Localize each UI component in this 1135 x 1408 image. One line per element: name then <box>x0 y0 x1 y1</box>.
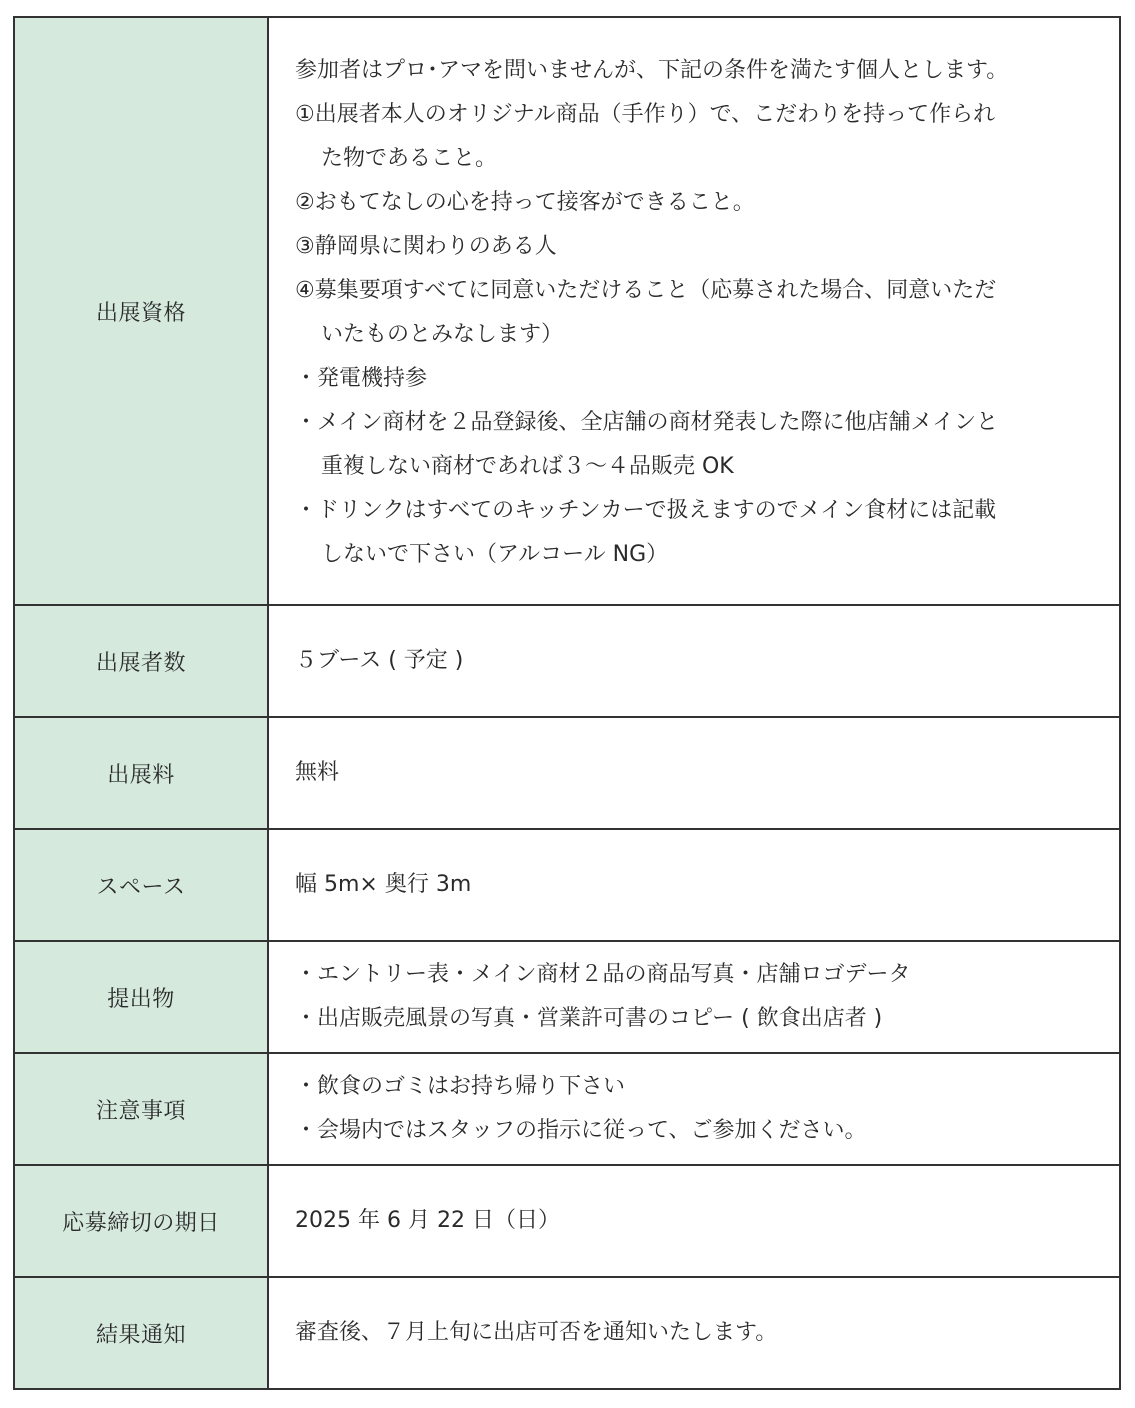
row-label-submissions: 提出物 <box>14 941 268 1053</box>
row-value-exhibitor-count <box>268 605 1120 717</box>
fee-text: 無料 <box>295 760 340 785</box>
result-notice-text: 審査後、７月上旬に出店可否を通知いたします。 <box>295 1320 778 1345</box>
space-text: 幅 5m× 奥行 3m <box>295 872 472 897</box>
exhibitor-count-text: ５ブース ( 予定 ) <box>295 648 464 673</box>
qualification-intro: 参加者はプロ･アマを問いませんが、下記の条件を満たす個人とします。 <box>295 58 1009 83</box>
table-row-space <box>14 829 1120 941</box>
table-row-fee <box>14 717 1120 829</box>
row-value-notes <box>268 1053 1120 1165</box>
qualification-item-4: ④募集要項すべてに同意いただけること（応募された場合、同意いただ <box>295 278 997 303</box>
exhibition-info-table <box>13 16 1121 1390</box>
row-label-notes: 注意事項 <box>14 1053 268 1165</box>
qualification-bullet-menu-cont: 重複しない商材であれば３〜４品販売 OK <box>321 454 734 479</box>
qualification-item-1: ①出展者本人のオリジナル商品（手作り）で、こだわりを持って作られ <box>295 102 996 127</box>
notes-line-1: ・飲食のゴミはお持ち帰り下さい <box>295 1074 626 1099</box>
row-label-qualification: 出展資格 <box>14 17 268 605</box>
deadline-text: 2025 年 6 月 22 日（日） <box>295 1208 560 1233</box>
qualification-item-3: ③静岡県に関わりのある人 <box>295 234 557 259</box>
row-label-fee: 出展料 <box>14 717 268 829</box>
submissions-line-2: ・出店販売風景の写真・営業許可書のコピー ( 飲食出店者 ) <box>295 1006 883 1031</box>
qualification-bullet-menu: ・メイン商材を２品登録後、全店舗の商材発表した際に他店舗メインと <box>295 410 999 435</box>
table-row-exhibitor-count <box>14 605 1120 717</box>
table-row-result-notice <box>14 1277 1120 1389</box>
table-row-submissions <box>14 941 1120 1053</box>
row-value-space <box>268 829 1120 941</box>
table-row-deadline <box>14 1165 1120 1277</box>
qualification-item-2: ②おもてなしの心を持って接客ができること。 <box>295 190 755 215</box>
qualification-item-1-cont: た物であること。 <box>321 146 498 171</box>
row-value-submissions <box>268 941 1120 1053</box>
row-value-qualification <box>268 17 1120 605</box>
notes-line-2: ・会場内ではスタッフの指示に従って、ご参加ください。 <box>295 1118 867 1143</box>
row-value-result-notice <box>268 1277 1120 1389</box>
qualification-bullet-drink-cont: しないで下さい（アルコール NG） <box>321 542 669 567</box>
row-label-result-notice: 結果通知 <box>14 1277 268 1389</box>
qualification-bullet-generator: ・発電機持参 <box>295 366 428 391</box>
row-label-space: スペース <box>14 829 268 941</box>
qualification-item-4-cont: いたものとみなします） <box>321 322 564 347</box>
table-row-qualification <box>14 17 1120 605</box>
qualification-bullet-drink: ・ドリンクはすべてのキッチンカーで扱えますのでメイン食材には記載 <box>295 498 997 523</box>
row-label-deadline: 応募締切の期日 <box>14 1165 268 1277</box>
submissions-line-1: ・エントリー表・メイン商材２品の商品写真・店舗ロゴデータ <box>295 962 911 987</box>
row-value-deadline <box>268 1165 1120 1277</box>
table-row-notes <box>14 1053 1120 1165</box>
row-label-exhibitor-count: 出展者数 <box>14 605 268 717</box>
row-value-fee <box>268 717 1120 829</box>
